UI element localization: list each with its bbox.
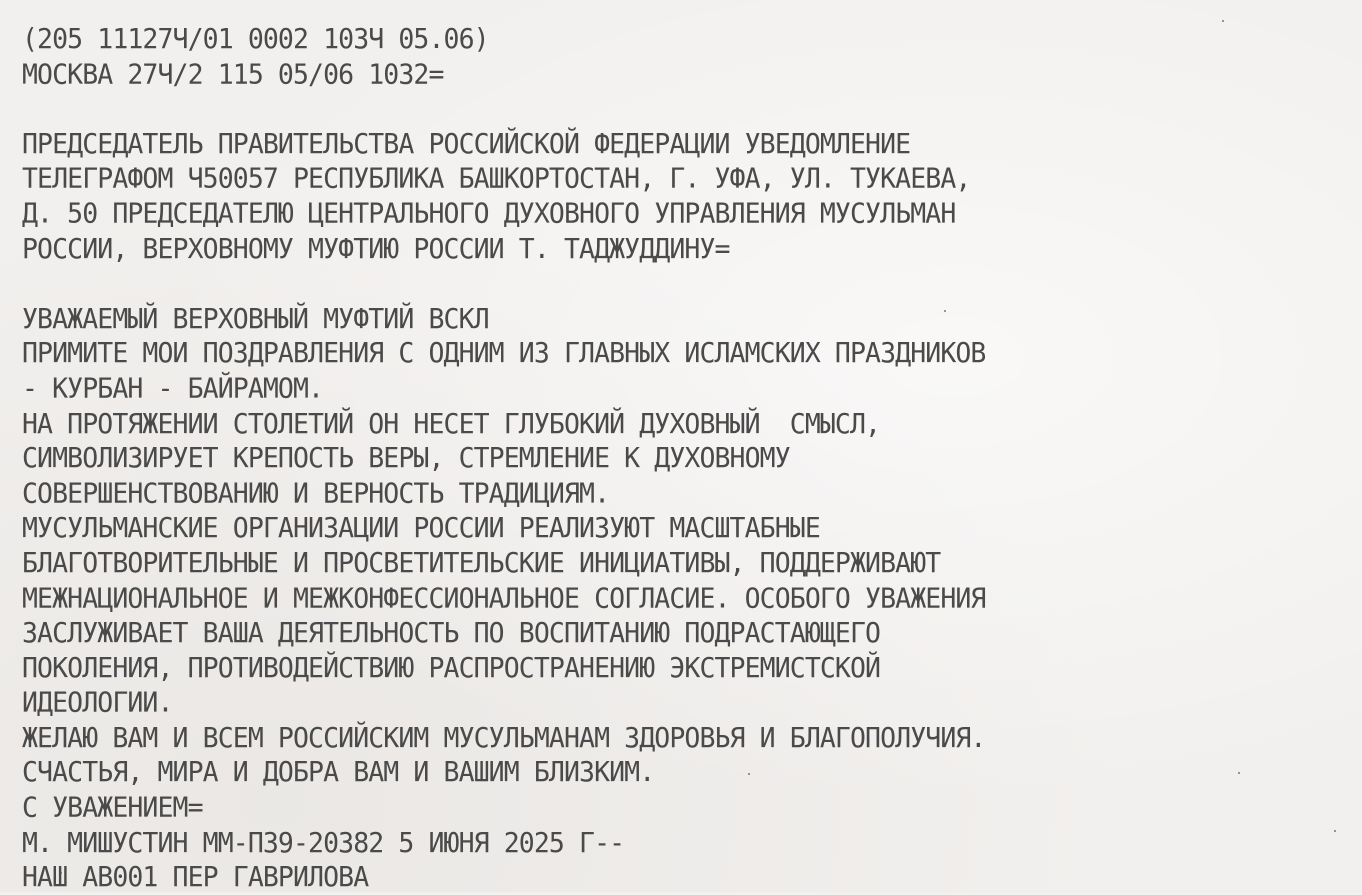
address-line: ТЕЛЕГРАФОМ Ч50057 РЕСПУБЛИКА БАШКОРТОСТАН, Г. УФА, УЛ. ТУКАЕВА, [22, 162, 971, 196]
paper-speck [1334, 830, 1336, 832]
body-line: ИДЕОЛОГИИ. [22, 686, 173, 720]
body-line: УВАЖАЕМЫЙ ВЕРХОВНЫЙ МУФТИЙ ВСКЛ [22, 302, 489, 335]
paper-speck [1222, 20, 1224, 22]
paper-speck [1238, 772, 1240, 774]
closing-line: С УВАЖЕНИЕМ= [22, 791, 203, 824]
address-line: Д. 50 ПРЕДСЕДАТЕЛЮ ЦЕНТРАЛЬНОГО ДУХОВНОГО УПРАВЛЕНИЯ МУСУЛЬМАН [22, 197, 956, 230]
footer-line: НАШ АВ001 ПЕР ГАВРИЛОВА [22, 861, 369, 894]
body-line: МУСУЛЬМАНСКИЕ ОРГАНИЗАЦИИ РОССИИ РЕАЛИЗУЮТ МАСШТАБНЫЕ [22, 512, 820, 545]
telegram-text [22, 22, 985, 895]
body-line: НА ПРОТЯЖЕНИИ СТОЛЕТИЙ ОН НЕСЕТ ГЛУБОКИЙ ДУХОВНЫЙ СМЫСЛ, [22, 407, 881, 440]
body-line: СЧАСТЬЯ, МИРА И ДОБРА ВАМ И ВАШИМ БЛИЗКИМ. [22, 756, 655, 789]
body-line: - КУРБАН - БАЙРАМОМ. [22, 372, 324, 405]
address-line: ПРЕДСЕДАТЕЛЬ ПРАВИТЕЛЬСТВА РОССИЙСКОЙ ФЕДЕРАЦИИ УВЕДОМЛЕНИЕ [22, 127, 911, 161]
body-line: ЖЕЛАЮ ВАМ И ВСЕМ РОССИЙСКИМ МУСУЛЬМАНАМ ЗДОРОВЬЯ И БЛАГОПОЛУЧИЯ. [22, 721, 986, 755]
header-line: (205 11127Ч/01 0002 103Ч 05.06) [22, 23, 489, 56]
body-line: МЕЖНАЦИОНАЛЬНОЕ И МЕЖКОНФЕССИОНАЛЬНОЕ СОГЛАСИЕ. ОСОБОГО УВАЖЕНИЯ [22, 582, 986, 615]
body-line: ПРИМИТЕ МОИ ПОЗДРАВЛЕНИЯ С ОДНИМ ИЗ ГЛАВНЫХ ИСЛАМСКИХ ПРАЗДНИКОВ [22, 337, 986, 370]
body-line: СИМВОЛИЗИРУЕТ КРЕПОСТЬ ВЕРЫ, СТРЕМЛЕНИЕ К ДУХОВНОМУ [22, 442, 790, 475]
blank-line [22, 92, 985, 127]
body-line: ЗАСЛУЖИВАЕТ ВАША ДЕЯТЕЛЬНОСТЬ ПО ВОСПИТАНИЮ ПОДРАСТАЮЩЕГО [22, 616, 881, 650]
blank-line [22, 267, 985, 302]
body-line: ПОКОЛЕНИЯ, ПРОТИВОДЕЙСТВИЮ РАСПРОСТРАНЕНИЮ ЭКСТРЕМИСТСКОЙ [22, 651, 881, 685]
header-line: МОСКВА 27Ч/2 115 05/06 1032= [22, 57, 444, 91]
body-line: БЛАГОТВОРИТЕЛЬНЫЕ И ПРОСВЕТИТЕЛЬСКИЕ ИНИЦИАТИВЫ, ПОДДЕРЖИВАЮТ [22, 547, 941, 580]
address-line: РОССИИ, ВЕРХОВНОМУ МУФТИЮ РОССИИ Т. ТАДЖУДДИНУ= [22, 232, 730, 265]
signature-line: М. МИШУСТИН ММ-П39-20382 5 ИЮНЯ 2025 Г-- [22, 826, 625, 859]
body-line: СОВЕРШЕНСТВОВАНИЮ И ВЕРНОСТЬ ТРАДИЦИЯМ. [22, 477, 610, 510]
